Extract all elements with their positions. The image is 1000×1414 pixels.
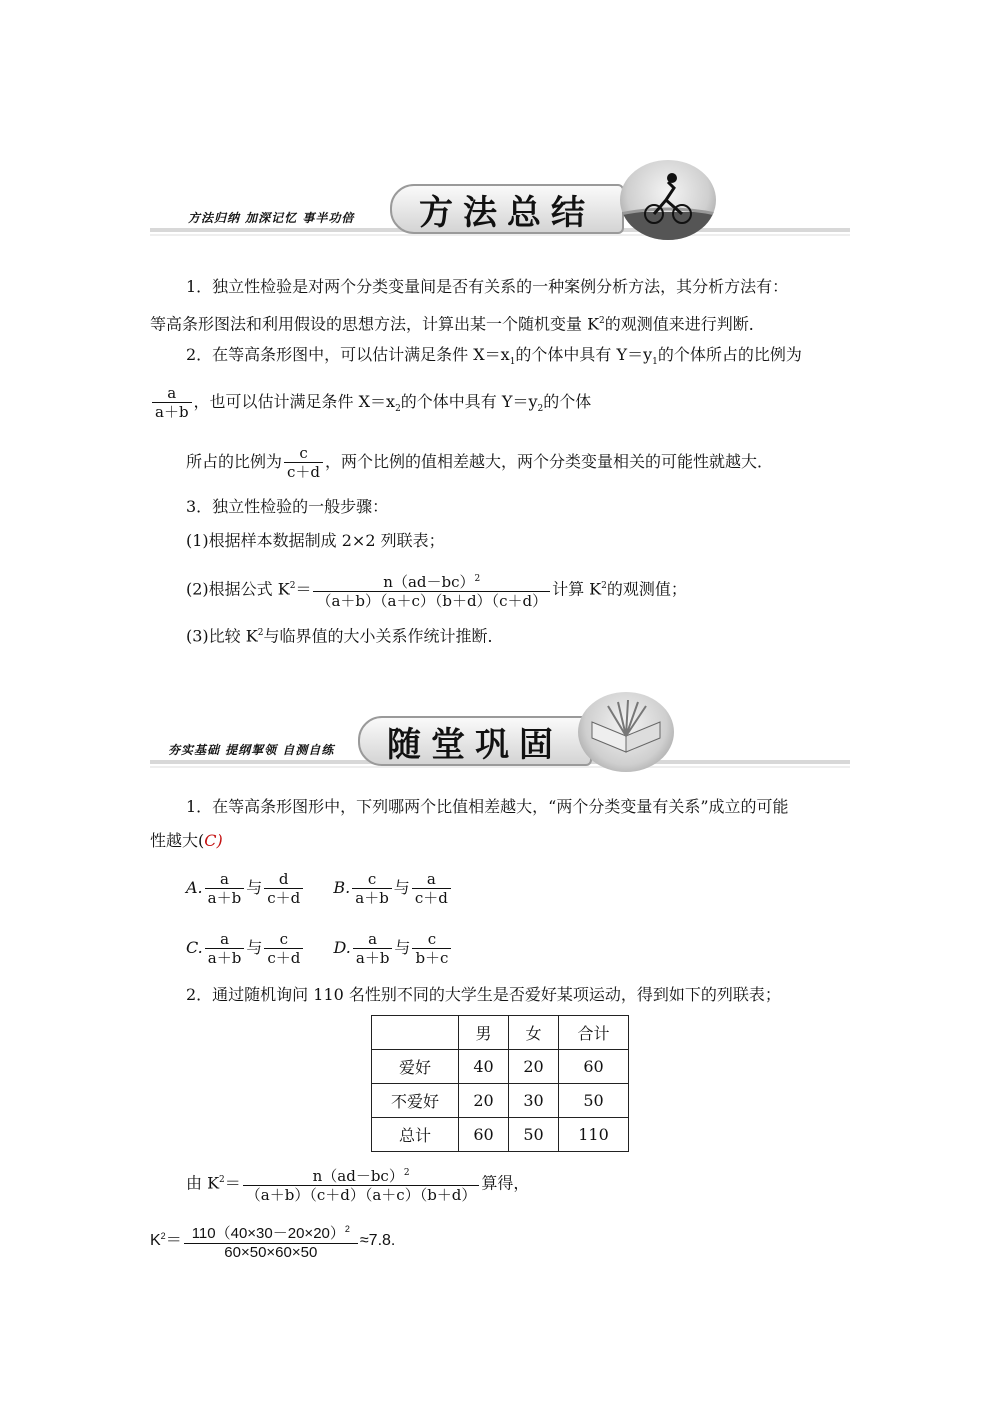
table-cell: 60 [459,1118,509,1152]
text-run: ＝ [295,579,312,599]
superscript: 2 [257,628,264,638]
superscript: 2 [344,1224,350,1234]
question-1-line2 [150,830,223,852]
table-cell: 不爱好 [372,1084,459,1118]
table-cell: 110 [559,1118,629,1152]
practice-banner [150,684,850,776]
table-cell [372,1016,459,1050]
fraction-denominator: （a＋b）（c＋d）（a＋c）（b＋d） [245,1186,477,1204]
banner-title: 随堂巩固 [358,716,592,766]
table-header-row [372,1016,629,1050]
table-row [372,1050,629,1084]
fraction-numerator [184,1220,358,1244]
option-letter: A. [186,878,203,897]
subscript: 1 [652,357,658,368]
fraction [412,930,451,967]
table-cell: 30 [509,1084,559,1118]
text-run: 计算 K [552,579,602,599]
formula-k2-computed [150,1220,395,1262]
text-run: ＝ [165,1232,182,1250]
formula-fraction [243,1164,480,1204]
subscript: 2 [537,404,544,415]
fraction-numerator: a [152,384,192,403]
superscript: 2 [474,574,481,584]
text-run: 由 K [186,1173,220,1193]
banner-title: 方法总结 [390,184,624,234]
fraction-denominator: a＋b [207,889,242,907]
fraction [205,930,245,967]
text-run: (2)根据公式 K [186,579,290,599]
text-run: 与 [393,878,410,897]
text-run: n（ad－bc） [312,1167,404,1185]
text-run: 的个体所占的比例为 [657,345,802,364]
text-run: 性越大( [150,831,205,850]
table-cell: 20 [509,1050,559,1084]
fraction-numerator: c [284,444,323,463]
summary-step3 [186,622,503,647]
fraction-numerator [243,1164,480,1186]
text-run: 的观测值； [606,579,687,599]
text-run: ，也可以估计满足条件 X＝x [193,392,396,411]
option-letter: B. [333,878,351,897]
summary-step2 [186,570,687,610]
formula-k2-general [186,1164,529,1204]
formula-fraction [313,570,550,610]
option-row-ab [186,870,453,907]
fraction-denominator: a＋b [355,889,389,907]
summary-p2-line3 [186,444,773,481]
text-run: K [150,1232,161,1250]
text-run: 算得， [481,1173,530,1193]
option-letter: D. [333,938,351,957]
fraction [205,870,245,907]
fraction [284,444,323,481]
fraction [264,930,303,967]
superscript: 2 [219,1175,225,1186]
subscript: 1 [509,357,516,368]
fraction-denominator: c＋d [267,949,301,967]
text-run: ≈7.8. [359,1232,396,1250]
text-run: 的个体 [543,392,592,411]
text-run: 的观测值来进行判断． [604,314,765,334]
text-run: 2．在等高条形图中，可以估计满足条件 X＝x [186,345,510,364]
banner-subtitle: 方法归纳 加深记忆 事半功倍 [188,211,355,225]
banner-subtitle: 夯实基础 提纲挈领 自测自练 [168,743,335,757]
fraction-denominator: a＋b [155,403,189,421]
fraction-denominator: a＋b [355,949,390,967]
text-run: 与 [246,878,263,897]
fraction [152,384,192,421]
contingency-table [371,1015,629,1152]
cyclist-icon [620,160,716,240]
table-row [372,1118,629,1152]
fraction-denominator: （a＋b）（a＋c）（b＋d）（c＋d） [316,592,548,610]
summary-step1: (1)根据样本数据制成 2×2 列联表； [186,531,445,550]
fraction-numerator: d [264,870,303,889]
table-cell: 合计 [559,1016,629,1050]
table-cell: 男 [459,1016,509,1050]
fraction-numerator: c [352,870,392,889]
table-cell: 40 [459,1050,509,1084]
answer-paren: ) [216,831,223,850]
text-run: 等高条形图法和利用假设的思想方法，计算出某一个随机变量 K [150,314,600,334]
superscript: 2 [289,581,296,592]
text-run: n（ad－bc） [383,573,475,591]
superscript: 2 [403,1168,410,1178]
fraction [412,870,451,907]
fraction-denominator: a＋b [207,949,242,967]
fraction-denominator: b＋c [415,949,449,967]
text-run: ＝ [224,1173,241,1193]
question-1-line1: 1．在等高条形图形中，下列哪两个比值相差越大，“两个分类变量有关系”成立的可能 [186,797,789,816]
summary-p1-line1: 1．独立性检验是对两个分类变量间是否有关系的一种案例分析方法，其分析方法有： [186,277,789,296]
text-run: 的个体中具有 Y＝y [400,392,538,411]
table-cell: 50 [509,1118,559,1152]
superscript: 2 [160,1230,166,1241]
fraction [353,930,393,967]
table-cell: 爱好 [372,1050,459,1084]
table-cell: 女 [509,1016,559,1050]
fraction-numerator: a [205,930,245,949]
table-cell: 总计 [372,1118,459,1152]
text-run: 与临界值的大小关系作统计推断． [263,626,504,646]
superscript: 2 [601,581,607,592]
fraction-numerator: a [205,870,245,889]
text-run: 110（40×30－20×20） [191,1225,345,1242]
summary-p2-line1 [186,344,802,373]
fraction [352,870,392,907]
formula-fraction [184,1220,358,1262]
option-row-cd [186,930,453,967]
text-run: 的个体中具有 Y＝y [515,345,653,364]
table-cell: 60 [559,1050,629,1084]
fraction-denominator: c＋d [267,889,301,907]
option-letter: C. [186,938,203,957]
table-cell: 50 [559,1084,629,1118]
summary-p1-line2 [150,310,765,335]
banner-band-shadow [150,234,850,236]
text-run: 所占的比例为 [186,452,283,471]
table-cell: 20 [459,1084,509,1118]
answer-mark: C [204,831,217,850]
question-2: 2．通过随机询问 110 名性别不同的大学生是否爱好某项运动，得到如下的列联表； [186,985,781,1004]
subscript: 2 [395,404,401,415]
fraction [264,870,303,907]
fraction-numerator [313,570,550,592]
fraction-denominator: 60×50×60×50 [224,1244,318,1261]
text-run: 与 [394,938,411,957]
method-summary-banner [150,152,850,244]
text-run: 与 [246,938,263,957]
text-run: (3)比较 K [186,626,258,646]
text-run: ，两个比例的值相差越大，两个分类变量相关的可能性就越大． [325,452,774,471]
fraction-numerator: c [264,930,303,949]
fraction-numerator: a [412,870,451,889]
fraction-denominator: c＋d [414,889,448,907]
fraction-numerator: c [412,930,451,949]
table-row [372,1084,629,1118]
summary-p3: 3．独立性检验的一般步骤： [186,497,389,516]
summary-p2-line2 [150,384,591,421]
book-icon [578,692,674,772]
fraction-numerator: a [353,930,393,949]
fraction-denominator: c＋d [287,463,321,481]
banner-band-shadow [150,766,850,768]
superscript: 2 [599,316,605,326]
